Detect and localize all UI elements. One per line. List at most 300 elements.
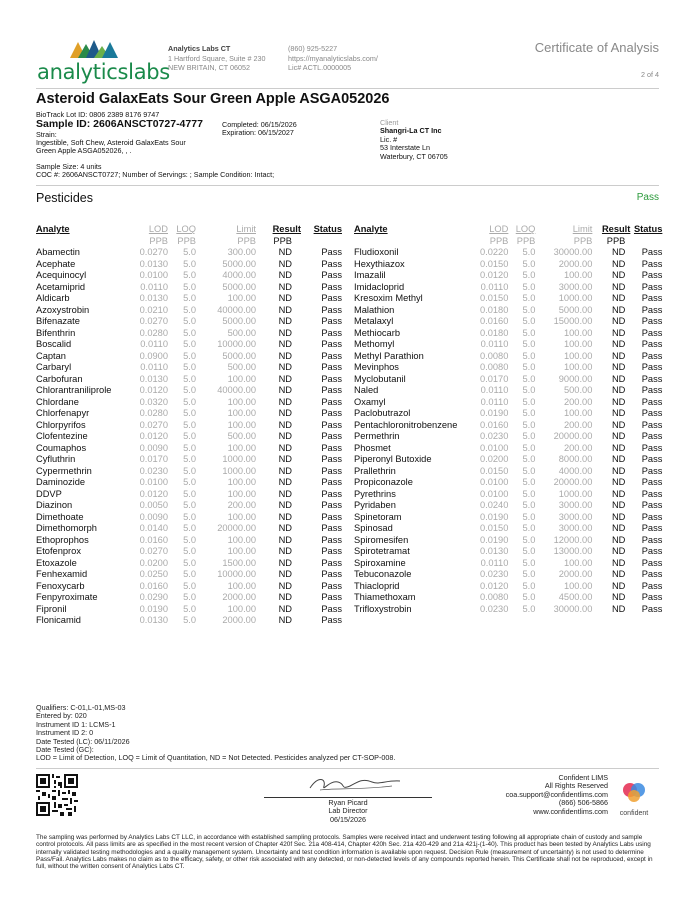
page-number: 2 of 4 <box>641 70 659 79</box>
table-header-row <box>36 224 342 236</box>
loq-value: 5.0 <box>183 316 196 326</box>
status-value: Pass <box>641 500 663 510</box>
limit-value: 10000.00 <box>217 339 256 349</box>
lab-address-block <box>168 44 266 73</box>
result-value: ND <box>278 442 292 453</box>
analyte-name: Azoxystrobin <box>36 304 90 315</box>
analyte-name: Etoxazole <box>36 557 77 568</box>
limit-value: 100.00 <box>227 534 256 545</box>
limit-value: 100.00 <box>563 580 593 591</box>
lod-value: 0.0080 <box>479 350 509 361</box>
confident-logo <box>614 780 654 820</box>
result-value: ND <box>278 488 292 499</box>
col-status: Status <box>313 224 342 234</box>
limit-value: 4000.00 <box>558 465 593 476</box>
limit-value: 100.00 <box>563 270 593 280</box>
date-tested-lc: Date Tested (LC): 06/11/2026 <box>36 736 130 746</box>
loq-value: 5.0 <box>522 373 536 384</box>
analyte-name: DDVP <box>36 488 62 499</box>
loq-value: 5.0 <box>183 546 196 556</box>
analyte-name: Thiacloprid <box>354 580 400 591</box>
analyte-name: Fenpyroximate <box>36 592 98 602</box>
analyte-name: Propiconazole <box>354 477 413 487</box>
table-row <box>36 351 342 363</box>
lod-value: 0.0100 <box>479 488 509 499</box>
col-analyte: Analyte <box>36 224 70 234</box>
table-row <box>36 592 342 604</box>
analyte-name: Pyridaben <box>354 500 396 510</box>
unit-result: PPB <box>273 235 292 246</box>
result-value: ND <box>278 615 292 625</box>
analyte-name: Methomyl <box>354 339 395 349</box>
status-value: Pass <box>641 511 663 522</box>
limit-value: 200.00 <box>563 442 593 453</box>
limit-value: 5000.00 <box>222 350 256 361</box>
instrument-1: Instrument ID 1: LCMS-1 <box>36 719 116 729</box>
lod-value: 0.0190 <box>479 408 509 418</box>
lod-value: 0.0100 <box>479 477 509 487</box>
signatory-block <box>264 799 432 824</box>
table-row <box>36 247 342 259</box>
table-row <box>36 604 342 616</box>
table-row <box>354 523 662 535</box>
result-value: ND <box>611 350 626 361</box>
analyte-name: Fenoxycarb <box>36 580 85 591</box>
lod-value: 0.0100 <box>139 270 168 280</box>
client-label: Client <box>380 118 399 127</box>
limit-value: 20000.00 <box>553 431 593 441</box>
table-row <box>36 581 342 593</box>
status-value: Pass <box>641 247 663 257</box>
table-row <box>354 581 662 593</box>
table-row <box>354 282 662 294</box>
result-value: ND <box>278 339 292 349</box>
analyte-name: Daminozide <box>36 477 86 487</box>
lod-value: 0.0150 <box>479 258 509 269</box>
product-title: Asteroid GalaxEats Sour Green Apple ASGA052026 <box>36 91 390 107</box>
result-value: ND <box>611 454 626 464</box>
lab-name: Analytics Labs CT <box>168 44 231 53</box>
limit-value: 100.00 <box>563 362 593 372</box>
result-value: ND <box>278 500 292 510</box>
status-value: Pass <box>321 396 342 407</box>
result-value: ND <box>278 419 292 430</box>
limit-value: 30000.00 <box>553 603 593 614</box>
product-desc-line1: Ingestible, Soft Chew, Asteroid GalaxEats Sour <box>36 138 186 147</box>
analyte-name: Methyl Parathion <box>354 350 424 361</box>
status-value: Pass <box>641 304 663 315</box>
status-value: Pass <box>641 546 663 556</box>
table-row <box>354 489 662 501</box>
analyte-name: Fipronil <box>36 603 67 614</box>
loq-value: 5.0 <box>522 477 536 487</box>
loq-value: 5.0 <box>183 350 196 361</box>
table-row <box>354 408 662 420</box>
table-row <box>36 466 342 478</box>
lod-value: 0.0190 <box>479 534 509 545</box>
analyte-name: Spirotetramat <box>354 546 410 556</box>
lod-value: 0.0110 <box>140 281 168 292</box>
unit-loq: PPB <box>177 235 196 246</box>
status-value: Pass <box>641 431 663 441</box>
analyte-name: Paclobutrazol <box>354 408 411 418</box>
result-value: ND <box>611 373 626 384</box>
lod-value: 0.0240 <box>479 500 509 510</box>
loq-value: 5.0 <box>183 454 196 464</box>
loq-value: 5.0 <box>522 488 536 499</box>
loq-value: 5.0 <box>183 293 196 303</box>
lod-value: 0.0230 <box>479 569 509 579</box>
loq-value: 5.0 <box>522 592 536 602</box>
lod-value: 0.0140 <box>139 523 168 533</box>
limit-value: 100.00 <box>227 408 256 418</box>
limit-value: 100.00 <box>227 477 256 487</box>
analyte-name: Imazalil <box>354 270 386 280</box>
status-value: Pass <box>321 281 342 292</box>
status-value: Pass <box>321 258 342 269</box>
analyte-name: Hexythiazox <box>354 258 405 269</box>
loq-value: 5.0 <box>183 603 196 614</box>
loq-value: 5.0 <box>183 419 196 430</box>
lod-value: 0.0120 <box>139 385 168 395</box>
qr-code[interactable] <box>36 774 78 816</box>
table-row <box>36 270 342 282</box>
result-value: ND <box>278 592 292 602</box>
status-value: Pass <box>641 362 663 372</box>
table-row <box>36 558 342 570</box>
lod-value: 0.0270 <box>139 419 168 430</box>
lod-value: 0.0230 <box>479 603 509 614</box>
lab-license: Lic# ACTL.0000005 <box>288 63 352 73</box>
test-notes <box>36 704 395 763</box>
analyte-name: Methiocarb <box>354 327 400 338</box>
loq-value: 5.0 <box>522 546 536 556</box>
loq-value: 5.0 <box>522 419 536 430</box>
limit-value: 1500.00 <box>222 557 256 568</box>
result-value: ND <box>611 362 626 372</box>
loq-value: 5.0 <box>522 569 536 579</box>
table-row <box>36 454 342 466</box>
lims-phone: (866) 506-5866 <box>558 798 608 808</box>
limit-value: 500.00 <box>227 362 256 372</box>
lod-value: 0.0230 <box>139 465 168 476</box>
status-value: Pass <box>321 465 342 476</box>
limit-value: 8000.00 <box>558 454 593 464</box>
abbreviation-legend: LOD = Limit of Detection, LOQ = Limit of Quantitation, ND = Not Detected. Pesticides analyzed per CT-SOP-008. <box>36 753 396 763</box>
analyte-name: Boscalid <box>36 339 72 349</box>
loq-value: 5.0 <box>183 569 196 579</box>
table-row <box>354 431 662 443</box>
biotrack-lot-id: BioTrack Lot ID: 0806 2389 8176 9747 <box>36 110 160 119</box>
loq-value: 5.0 <box>522 316 536 326</box>
lod-value: 0.0170 <box>139 454 168 464</box>
loq-value: 5.0 <box>522 603 536 614</box>
lod-value: 0.0290 <box>139 592 168 602</box>
status-value: Pass <box>641 488 663 499</box>
analyte-name: Trifloxystrobin <box>354 603 412 614</box>
limit-value: 3000.00 <box>558 523 593 533</box>
header-divider <box>36 88 659 89</box>
lab-address-line1: 1 Hartford Square, Suite # 230 <box>168 53 266 63</box>
loq-value: 5.0 <box>183 534 196 545</box>
lod-value: 0.0110 <box>480 385 509 395</box>
limit-value: 5000.00 <box>222 258 256 269</box>
lod-value: 0.0270 <box>139 316 168 326</box>
table-row <box>36 420 342 432</box>
analyte-name: Piperonyl Butoxide <box>354 454 432 464</box>
col-analyte: Analyte <box>354 224 388 234</box>
loq-value: 5.0 <box>183 396 196 407</box>
loq-value: 5.0 <box>522 431 536 441</box>
loq-value: 5.0 <box>522 534 536 545</box>
loq-value: 5.0 <box>522 362 536 372</box>
loq-value: 5.0 <box>183 488 196 499</box>
analyte-name: Mevinphos <box>354 362 399 372</box>
status-value: Pass <box>641 477 663 487</box>
table-row <box>36 305 342 317</box>
loq-value: 5.0 <box>522 339 536 349</box>
table-row <box>36 397 342 409</box>
lod-value: 0.0160 <box>479 419 509 430</box>
footer-divider <box>36 768 659 769</box>
limit-value: 100.00 <box>563 557 593 568</box>
limit-value: 40000.00 <box>217 304 256 315</box>
loq-value: 5.0 <box>183 270 196 280</box>
lod-value: 0.0110 <box>140 362 168 372</box>
lod-value: 0.0180 <box>479 327 509 338</box>
lab-url[interactable]: https://myanalyticslabs.com/ <box>288 53 378 63</box>
lims-url[interactable]: www.confidentlims.com <box>533 806 608 816</box>
lims-email[interactable]: coa.support@confidentlims.com <box>505 789 608 799</box>
status-value: Pass <box>321 569 342 579</box>
loq-value: 5.0 <box>522 408 536 418</box>
loq-value: 5.0 <box>183 477 196 487</box>
section-status-badge: Pass <box>636 192 659 203</box>
limit-value: 100.00 <box>563 350 593 361</box>
status-value: Pass <box>321 339 342 349</box>
limit-value: 100.00 <box>227 488 256 499</box>
table-row <box>354 305 662 317</box>
analyte-name: Clofentezine <box>36 431 88 441</box>
status-value: Pass <box>641 327 663 338</box>
status-value: Pass <box>641 316 663 326</box>
table-row <box>354 420 662 432</box>
loq-value: 5.0 <box>522 523 536 533</box>
result-value: ND <box>278 465 292 476</box>
analyte-name: Acequinocyl <box>36 270 87 280</box>
analyte-name: Permethrin <box>354 431 400 441</box>
lims-block <box>506 774 608 816</box>
table-unit-row <box>354 236 662 248</box>
entered-by: Entered by: 020 <box>36 711 87 721</box>
table-row <box>354 316 662 328</box>
limit-value: 100.00 <box>227 442 256 453</box>
lab-contact-block <box>288 44 378 73</box>
expiration-date: Expiration: 06/15/2027 <box>222 128 294 137</box>
qualifiers: Qualifiers: C-01,L-01,MS-03 <box>36 703 126 712</box>
limit-value: 200.00 <box>563 419 593 430</box>
analyte-name: Abamectin <box>36 247 80 257</box>
table-row <box>36 293 342 305</box>
loq-value: 5.0 <box>183 304 196 315</box>
loq-value: 5.0 <box>522 247 536 257</box>
loq-value: 5.0 <box>183 465 196 476</box>
status-value: Pass <box>641 442 663 453</box>
client-address1: 53 Interstate Ln <box>380 143 430 153</box>
table-row <box>354 339 662 351</box>
result-value: ND <box>278 454 292 464</box>
status-value: Pass <box>321 373 342 384</box>
table-row <box>354 604 662 616</box>
table-row <box>354 328 662 340</box>
result-value: ND <box>278 546 292 556</box>
lod-value: 0.0130 <box>479 546 509 556</box>
client-license: Lic. # <box>380 134 398 144</box>
status-value: Pass <box>641 557 663 568</box>
result-value: ND <box>278 396 292 407</box>
table-row <box>354 270 662 282</box>
limit-value: 100.00 <box>227 396 256 407</box>
loq-value: 5.0 <box>522 385 536 395</box>
status-value: Pass <box>321 477 342 487</box>
loq-value: 5.0 <box>522 270 536 280</box>
lod-value: 0.0110 <box>480 281 509 292</box>
loq-value: 5.0 <box>522 442 536 453</box>
limit-value: 100.00 <box>563 408 593 418</box>
status-value: Pass <box>321 270 342 280</box>
result-value: ND <box>278 408 292 418</box>
lod-value: 0.0150 <box>479 523 509 533</box>
result-value: ND <box>278 523 292 533</box>
lod-value: 0.0130 <box>139 258 168 269</box>
limit-value: 100.00 <box>563 339 593 349</box>
result-value: ND <box>611 396 626 407</box>
table-row <box>354 466 662 478</box>
limit-value: 20000.00 <box>217 523 256 533</box>
table-row <box>36 512 342 524</box>
limit-value: 2000.00 <box>222 615 256 625</box>
result-value: ND <box>611 431 626 441</box>
result-value: ND <box>278 431 292 441</box>
limit-value: 1000.00 <box>558 293 593 303</box>
table-row <box>354 351 662 363</box>
analyte-name: Prallethrin <box>354 465 396 476</box>
result-value: ND <box>278 327 292 338</box>
result-value: ND <box>611 281 626 292</box>
lod-value: 0.0130 <box>139 615 168 625</box>
limit-value: 1000.00 <box>222 465 256 476</box>
unit-limit: PPB <box>573 235 593 246</box>
loq-value: 5.0 <box>522 580 536 591</box>
status-value: Pass <box>321 580 342 591</box>
lod-value: 0.0120 <box>139 488 168 499</box>
loq-value: 5.0 <box>183 592 196 602</box>
instrument-2: Instrument ID 2: 0 <box>36 728 94 738</box>
table-row <box>36 489 342 501</box>
col-limit: Limit <box>572 224 593 234</box>
loq-value: 5.0 <box>522 304 536 315</box>
lab-logo-text: analyticslabs <box>37 60 170 84</box>
col-lod: LOD <box>148 224 168 234</box>
loq-value: 5.0 <box>183 373 196 384</box>
loq-value: 5.0 <box>522 454 536 464</box>
lod-value: 0.0160 <box>139 534 168 545</box>
analyte-name: Kresoxim Methyl <box>354 293 423 303</box>
table-row <box>36 443 342 455</box>
lod-value: 0.0190 <box>139 603 168 614</box>
col-status: Status <box>633 224 663 234</box>
loq-value: 5.0 <box>522 258 536 269</box>
lod-value: 0.0080 <box>479 592 509 602</box>
lod-value: 0.0150 <box>479 465 509 476</box>
limit-value: 5000.00 <box>558 304 593 315</box>
analyte-name: Chlorfenapyr <box>36 408 90 418</box>
result-value: ND <box>278 293 292 303</box>
loq-value: 5.0 <box>183 258 196 269</box>
table-row <box>36 282 342 294</box>
limit-value: 100.00 <box>227 580 256 591</box>
loq-value: 5.0 <box>522 465 536 476</box>
status-value: Pass <box>321 304 342 315</box>
limit-value: 5000.00 <box>222 281 256 292</box>
loq-value: 5.0 <box>183 615 196 625</box>
limit-value: 2000.00 <box>558 569 593 579</box>
loq-value: 5.0 <box>183 339 196 349</box>
limit-value: 100.00 <box>227 603 256 614</box>
loq-value: 5.0 <box>183 580 196 591</box>
lod-value: 0.0120 <box>139 431 168 441</box>
result-value: ND <box>611 258 626 269</box>
table-row <box>354 385 662 397</box>
col-lod: LOD <box>489 224 509 234</box>
result-value: ND <box>278 350 292 361</box>
lod-value: 0.0100 <box>139 477 168 487</box>
product-desc-line2: Green Apple ASGA052026, , . <box>36 146 132 155</box>
table-row <box>36 316 342 328</box>
section-title: Pesticides <box>36 191 93 205</box>
status-value: Pass <box>641 293 663 303</box>
unit-result: PPB <box>606 235 626 246</box>
result-value: ND <box>278 316 292 326</box>
analyte-name: Etofenprox <box>36 546 81 556</box>
limit-value: 15000.00 <box>553 316 593 326</box>
result-value: ND <box>278 258 292 269</box>
status-value: Pass <box>641 350 663 361</box>
result-value: ND <box>611 385 626 395</box>
client-name: Shangri-La CT Inc <box>380 126 442 136</box>
result-value: ND <box>278 373 292 384</box>
status-value: Pass <box>321 615 342 625</box>
table-row <box>36 569 342 581</box>
result-value: ND <box>278 557 292 568</box>
analyte-name: Bifenazate <box>36 316 80 326</box>
loq-value: 5.0 <box>183 442 196 453</box>
status-value: Pass <box>321 454 342 464</box>
result-value: ND <box>278 304 292 315</box>
status-value: Pass <box>321 500 342 510</box>
result-value: ND <box>611 557 626 568</box>
analyte-name: Dimethoate <box>36 511 84 522</box>
status-value: Pass <box>321 442 342 453</box>
table-row <box>36 339 342 351</box>
status-value: Pass <box>321 523 342 533</box>
lod-value: 0.0210 <box>139 304 168 315</box>
status-value: Pass <box>321 419 342 430</box>
section-divider <box>36 185 659 186</box>
lod-value: 0.0190 <box>479 511 509 522</box>
lod-value: 0.0130 <box>139 293 168 303</box>
table-unit-row <box>36 236 342 248</box>
